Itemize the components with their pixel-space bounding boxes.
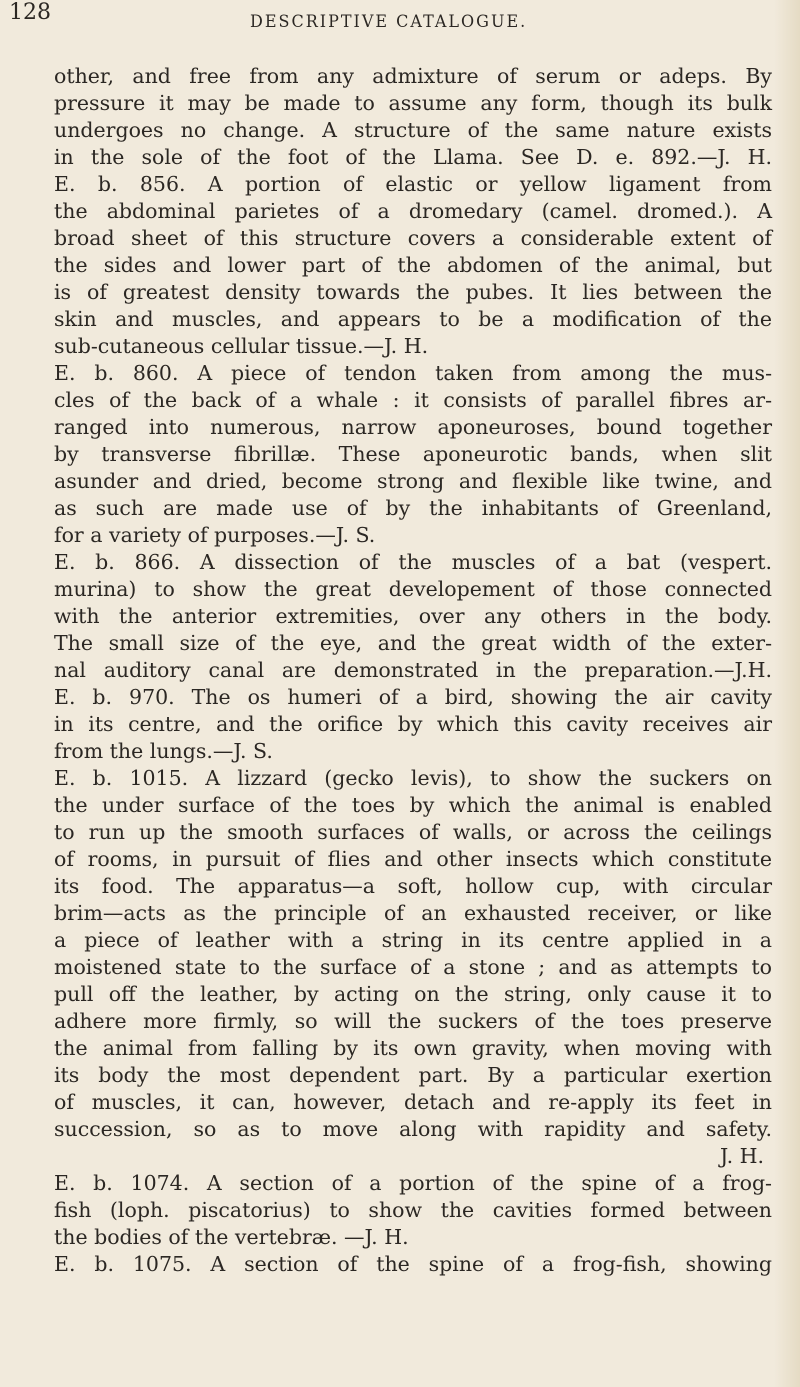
text-line: other, and free from any admixture of serum or adeps. By (54, 64, 772, 88)
text-line: of muscles, it can, however, detach and re-apply its feet in (54, 1090, 772, 1114)
catalogue-text (54, 63, 772, 1278)
text-line: skin and muscles, and appears to be a modification of the (54, 307, 772, 331)
text-line: E. b. 1015. A lizzard (gecko levis), to show the suckers on (54, 766, 772, 790)
text-line: nal auditory canal are demonstrated in the preparation.—J.H. (54, 658, 772, 682)
text-line: is of greatest density towards the pubes. It lies between the (54, 280, 772, 304)
text-line: the animal from falling by its own gravity, when moving with (54, 1036, 772, 1060)
text-line: from the lungs.—J. S. (54, 739, 273, 763)
text-line: E. b. 856. A portion of elastic or yellow ligament from (54, 172, 772, 196)
text-line: a piece of leather with a string in its centre applied in a (54, 928, 772, 952)
text-line: in its centre, and the orifice by which this cavity receives air (54, 712, 772, 736)
text-line: undergoes no change. A structure of the same nature exists (54, 118, 772, 142)
text-line: the bodies of the vertebræ. —J. H. (54, 1225, 409, 1249)
text-line: ranged into numerous, narrow aponeuroses, bound together (54, 415, 772, 439)
text-line: murina) to show the great developement of those connected (54, 577, 772, 601)
text-line: moistened state to the surface of a stone ; and as attempts to (54, 955, 772, 979)
text-line: its food. The apparatus—a soft, hollow cup, with circular (54, 874, 772, 898)
text-line: adhere more firmly, so will the suckers of the toes preserve (54, 1009, 772, 1033)
text-line: with the anterior extremities, over any others in the body. (54, 604, 772, 628)
text-line: succession, so as to move along with rapidity and safety. (54, 1117, 772, 1141)
text-line: the sides and lower part of the abdomen of the animal, but (54, 253, 772, 277)
text-line: brim—acts as the principle of an exhausted receiver, or like (54, 901, 772, 925)
text-line: its body the most dependent part. By a particular exertion (54, 1063, 772, 1087)
text-line: of rooms, in pursuit of flies and other insects which constitute (54, 847, 772, 871)
page-number: 128 (9, 0, 51, 25)
text-line: for a variety of purposes.—J. S. (54, 523, 376, 547)
text-line: pull off the leather, by acting on the string, only cause it to (54, 982, 772, 1006)
text-line: the under surface of the toes by which the animal is enabled (54, 793, 772, 817)
text-line: E. b. 970. The os humeri of a bird, showing the air cavity (54, 685, 772, 709)
text-line: by transverse fibrillæ. These aponeurotic bands, when slit (54, 442, 772, 466)
text-line: E. b. 860. A piece of tendon taken from among the mus- (54, 361, 772, 385)
text-line: as such are made use of by the inhabitants of Greenland, (54, 496, 772, 520)
text-line: pressure it may be made to assume any form, though its bulk (54, 91, 772, 115)
page-edge-shadow (774, 0, 800, 1387)
text-line: to run up the smooth surfaces of walls, or across the ceilings (54, 820, 772, 844)
text-line: sub-cutaneous cellular tissue.—J. H. (54, 334, 429, 358)
text-line: fish (loph. piscatorius) to show the cavities formed between (54, 1198, 772, 1222)
text-line: E. b. 1074. A section of a portion of the spine of a frog- (54, 1171, 772, 1195)
text-line: cles of the back of a whale : it consists of parallel fibres ar- (54, 388, 772, 412)
text-line: in the sole of the foot of the Llama. See D. e. 892.—J. H. (54, 145, 772, 169)
text-line: the abdominal parietes of a dromedary (camel. dromed.). A (54, 199, 772, 223)
text-line: The small size of the eye, and the great width of the exter- (54, 631, 772, 655)
text-line: E. b. 1075. A section of the spine of a frog-fish, showing (54, 1252, 772, 1276)
text-line: E. b. 866. A dissection of the muscles of a bat (vespert. (54, 550, 772, 574)
text-line-signature: J. H. (719, 1144, 764, 1168)
text-line: broad sheet of this structure covers a considerable extent of (54, 226, 772, 250)
text-line: asunder and dried, become strong and flexible like twine, and (54, 469, 772, 493)
running-head: DESCRIPTIVE CATALOGUE. (250, 11, 528, 32)
